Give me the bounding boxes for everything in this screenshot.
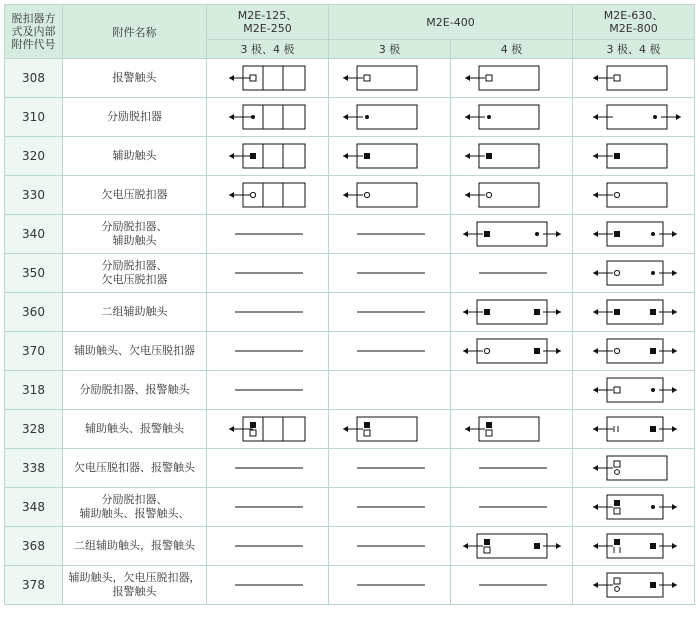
arrow-left-icon [593,231,598,237]
accessory-cell [207,176,329,215]
undervoltage-release-symbol [486,192,491,197]
accessory-name-line: 欠电压脱扣器 [101,273,168,286]
aux-contact-symbol [650,426,656,432]
accessory-cell [573,293,695,332]
accessory-cell [573,215,695,254]
accessory-diagram [579,336,689,366]
arrow-left-icon [463,231,468,237]
header-model-630: M2E-630、 M2E-800 [573,5,695,40]
undervoltage-release-symbol [614,192,619,197]
accessory-diagram [457,570,567,600]
accessory-cell [329,98,451,137]
accessory-cell [573,59,695,98]
aux-contact-symbol [250,153,256,159]
aux-contact-symbol [614,500,620,506]
accessory-cell [207,371,329,410]
accessory-cell [207,215,329,254]
accessory-cell [573,488,695,527]
aux-contact-symbol [484,309,490,315]
accessory-name [63,137,207,176]
arrow-right-icon [676,114,681,120]
accessory-diagram [579,414,689,444]
arrow-right-icon [556,231,561,237]
arrow-left-icon [593,309,598,315]
accessory-cell [207,566,329,605]
accessory-cell [451,98,573,137]
arrow-left-icon [465,426,470,432]
accessory-cell [329,293,451,332]
accessory-diagram [457,141,567,171]
arrow-left-icon [229,153,234,159]
accessory-name-line: 分励脱扣器 [107,110,162,123]
accessory-cell [329,410,451,449]
shunt-release-symbol [651,232,655,236]
accessory-code: 308 [5,59,63,98]
aux-contact-symbol [614,539,620,545]
accessory-code: 330 [5,176,63,215]
header-name: 附件名称 [63,5,207,59]
arrow-left-icon [593,582,598,588]
accessory-cell [573,527,695,566]
accessory-cell [573,566,695,605]
accessory-diagram [579,297,689,327]
accessory-diagram [335,453,445,483]
accessory-diagram [579,63,689,93]
accessory-name [63,488,207,527]
accessory-diagram [457,219,567,249]
accessory-diagram [213,219,323,249]
aux-contact-symbol [364,422,370,428]
accessory-diagram [213,375,323,405]
header-model-125: M2E-125、 M2E-250 [207,5,329,40]
arrow-right-icon [672,426,677,432]
arrow-right-icon [672,231,677,237]
undervoltage-release-symbol [614,270,619,275]
accessory-name-line: 分励脱扣器、 [101,259,168,272]
accessory-diagram [457,453,567,483]
accessory-cell [207,254,329,293]
accessory-cell [329,371,451,410]
arrow-left-icon [593,270,598,276]
table-row [5,59,695,98]
arrow-left-icon [463,543,468,549]
alarm-contact-symbol [486,430,492,436]
accessory-diagram [457,258,567,288]
accessory-code: 360 [5,293,63,332]
undervoltage-release-symbol [614,470,619,475]
table-row [5,449,695,488]
arrow-left-icon [229,75,234,81]
table-row [5,332,695,371]
accessory-cell [329,488,451,527]
accessory-cell [451,449,573,488]
arrow-left-icon [465,153,470,159]
accessory-name-line: 分励脱扣器、 [101,220,168,233]
accessory-diagram [335,102,445,132]
accessory-cell [451,254,573,293]
accessory-diagram [213,570,323,600]
accessory-name-line: 欠电压脱扣器 [101,188,168,201]
aux-contact-open-symbol [364,75,370,81]
header-code [5,5,63,59]
accessory-name-line: 辅助触头，欠电压脱扣器， [68,571,201,584]
shunt-release-symbol [651,388,655,392]
accessory-code: 318 [5,371,63,410]
accessory-name [63,527,207,566]
arrow-left-icon [593,153,598,159]
accessory-cell [329,59,451,98]
arrow-right-icon [672,543,677,549]
accessory-cell [207,137,329,176]
accessory-diagram [579,531,689,561]
alarm-contact-symbol [250,430,256,436]
arrow-left-icon [593,75,598,81]
accessory-cell [207,293,329,332]
accessory-name-line: 二组辅助触头，报警触头 [74,539,195,552]
accessory-diagram [579,492,689,522]
accessory-name [63,566,207,605]
accessory-diagram [579,570,689,600]
accessory-name-line: 辅助触头、报警触头、 [79,507,190,520]
accessory-diagram [335,219,445,249]
table-row [5,371,695,410]
accessory-cell [573,332,695,371]
accessory-diagram [457,531,567,561]
aux-contact-symbol [364,153,370,159]
arrow-left-icon [343,75,348,81]
header-code-line: 式及内部 [11,25,56,38]
accessory-diagram [579,102,689,132]
accessory-cell [329,449,451,488]
accessory-cell [573,137,695,176]
accessory-cell [573,410,695,449]
arrow-left-icon [593,543,598,549]
accessory-diagram [579,453,689,483]
accessory-cell [329,527,451,566]
accessory-cell [451,488,573,527]
accessory-diagram [457,414,567,444]
aux-contact-symbol [534,348,540,354]
accessory-code: 348 [5,488,63,527]
arrow-right-icon [556,309,561,315]
accessory-name-line: 欠电压脱扣器、报警触头 [74,461,195,474]
accessory-diagram [457,180,567,210]
aux-contact-symbol [484,231,490,237]
arrow-left-icon [593,192,598,198]
arrow-right-icon [672,582,677,588]
accessory-cell [451,215,573,254]
header-pole: 3 极 [329,40,451,59]
accessory-cell [573,98,695,137]
arrow-left-icon [229,192,234,198]
arrow-left-icon [593,465,598,471]
accessory-diagram [213,258,323,288]
accessory-cell [207,410,329,449]
aux-contact-symbol [534,543,540,549]
accessory-name-line: 辅助触头、报警触头 [85,422,184,435]
arrow-left-icon [343,153,348,159]
table-row [5,98,695,137]
aux-contact-symbol [250,422,256,428]
accessory-name [63,215,207,254]
arrow-left-icon [229,426,234,432]
accessory-cell [207,59,329,98]
accessory-diagram [213,336,323,366]
aux-contact-open-symbol [614,387,620,393]
accessory-cell [329,332,451,371]
accessory-diagram [213,63,323,93]
accessory-diagram [335,258,445,288]
arrow-left-icon [593,114,598,120]
arrow-right-icon [556,543,561,549]
arrow-right-icon [672,504,677,510]
accessory-cell [329,254,451,293]
arrow-left-icon [343,426,348,432]
header-model-400: M2E-400 [329,5,573,40]
arrow-left-icon [229,114,234,120]
accessory-cell [573,176,695,215]
undervoltage-release-symbol [484,348,489,353]
accessory-table [4,4,695,605]
accessory-code: 320 [5,137,63,176]
accessory-diagram [579,180,689,210]
accessory-cell [329,176,451,215]
accessory-diagram [213,180,323,210]
accessory-code: 368 [5,527,63,566]
accessory-diagram [457,102,567,132]
table-row [5,527,695,566]
aux-contact-symbol [650,348,656,354]
accessory-diagram [335,570,445,600]
alarm-contact-symbol [614,461,620,467]
accessory-name [63,410,207,449]
accessory-diagram [335,63,445,93]
arrow-right-icon [672,387,677,393]
aux-contact-symbol [614,309,620,315]
accessory-name-line: 分励脱扣器、报警触头 [79,383,190,396]
accessory-diagram [579,258,689,288]
shunt-release-symbol [651,271,655,275]
accessory-name [63,98,207,137]
table-row [5,215,695,254]
accessory-cell [451,527,573,566]
table-row [5,254,695,293]
alarm-contact-symbol [614,508,620,514]
undervoltage-release-symbol [250,192,255,197]
accessory-diagram [457,336,567,366]
accessory-name [63,293,207,332]
accessory-cell [573,371,695,410]
aux-contact-symbol [650,582,656,588]
accessory-name [63,59,207,98]
aux-contact-symbol [614,153,620,159]
accessory-cell [451,59,573,98]
accessory-cell [451,566,573,605]
accessory-cell [451,137,573,176]
accessory-diagram [335,180,445,210]
accessory-name-line: 报警触头 [112,585,157,598]
arrow-right-icon [672,309,677,315]
shunt-release-symbol [651,505,655,509]
accessory-cell [573,254,695,293]
table-row [5,566,695,605]
arrow-left-icon [465,114,470,120]
shunt-release-symbol [653,115,657,119]
header-pole: 3 极、4 极 [573,40,695,59]
accessory-name-line: 辅助触头 [112,149,157,162]
aux-contact-symbol [484,539,490,545]
accessory-diagram [335,414,445,444]
table-row [5,176,695,215]
undervoltage-release-symbol [614,348,619,353]
accessory-diagram [213,453,323,483]
aux-contact-open-symbol [486,75,492,81]
header-pole: 3 极、4 极 [207,40,329,59]
accessory-diagram [579,375,689,405]
accessory-cell [451,332,573,371]
arrow-left-icon [465,75,470,81]
header-code-line: 附件代号 [11,38,56,51]
accessory-cell [329,137,451,176]
accessory-cell [207,332,329,371]
shunt-release-symbol [487,115,491,119]
alarm-contact-symbol [364,430,370,436]
aux-contact-symbol [486,153,492,159]
accessory-code: 328 [5,410,63,449]
accessory-diagram [213,531,323,561]
accessory-cell [451,176,573,215]
accessory-cell [207,488,329,527]
accessory-name [63,254,207,293]
accessory-name [63,449,207,488]
table-row [5,410,695,449]
accessory-cell [451,410,573,449]
accessory-cell [451,371,573,410]
accessory-name-line: 分励脱扣器、 [101,493,168,506]
accessory-diagram [213,297,323,327]
aux-contact-open-symbol [614,75,620,81]
accessory-diagram [457,492,567,522]
arrow-right-icon [672,348,677,354]
accessory-cell [207,527,329,566]
arrow-left-icon [343,192,348,198]
arrow-left-icon [343,114,348,120]
accessory-name [63,371,207,410]
arrow-left-icon [593,426,598,432]
aux-contact-symbol [534,309,540,315]
accessory-code: 370 [5,332,63,371]
shunt-release-symbol [535,232,539,236]
accessory-cell [329,566,451,605]
accessory-name [63,332,207,371]
arrow-left-icon [463,309,468,315]
accessory-cell [451,293,573,332]
accessory-diagram [457,63,567,93]
aux-contact-symbol [650,543,656,549]
accessory-code: 310 [5,98,63,137]
aux-contact-symbol [614,231,620,237]
accessory-name-line: 二组辅助触头 [101,305,168,318]
accessory-code: 338 [5,449,63,488]
arrow-right-icon [672,270,677,276]
arrow-left-icon [463,348,468,354]
aux-contact-symbol [486,422,492,428]
header-code-line: 脱扣器方 [11,12,56,25]
accessory-name-line: 辅助触头 [112,234,157,247]
accessory-diagram [213,414,323,444]
aux-contact-open-symbol [250,75,256,81]
arrow-left-icon [465,192,470,198]
accessory-cell [207,449,329,488]
accessory-diagram [579,219,689,249]
arrow-left-icon [593,348,598,354]
accessory-code: 350 [5,254,63,293]
accessory-diagram [335,531,445,561]
accessory-diagram [579,141,689,171]
accessory-diagram [213,141,323,171]
accessory-diagram [213,492,323,522]
accessory-name-line: 辅助触头、欠电压脱扣器 [74,344,195,357]
accessory-cell [207,98,329,137]
accessory-cell [329,215,451,254]
shunt-release-symbol [251,115,255,119]
accessory-diagram [213,102,323,132]
table-row [5,488,695,527]
accessory-diagram [335,336,445,366]
accessory-code: 378 [5,566,63,605]
accessory-name-line: 报警触头 [112,71,157,84]
accessory-diagram [335,141,445,171]
arrow-left-icon [593,387,598,393]
accessory-diagram [457,297,567,327]
accessory-cell [573,449,695,488]
shunt-release-symbol [365,115,369,119]
accessory-diagram [335,297,445,327]
table-row [5,293,695,332]
aux-contact-symbol [650,309,656,315]
undervoltage-release-symbol [364,192,369,197]
arrow-right-icon [556,348,561,354]
table-row [5,137,695,176]
alarm-contact-symbol [484,547,490,553]
accessory-name [63,176,207,215]
accessory-code: 340 [5,215,63,254]
accessory-diagram [335,492,445,522]
alarm-contact-symbol [614,578,620,584]
header-pole: 4 极 [451,40,573,59]
undervoltage-release-symbol [614,587,619,592]
arrow-left-icon [593,504,598,510]
